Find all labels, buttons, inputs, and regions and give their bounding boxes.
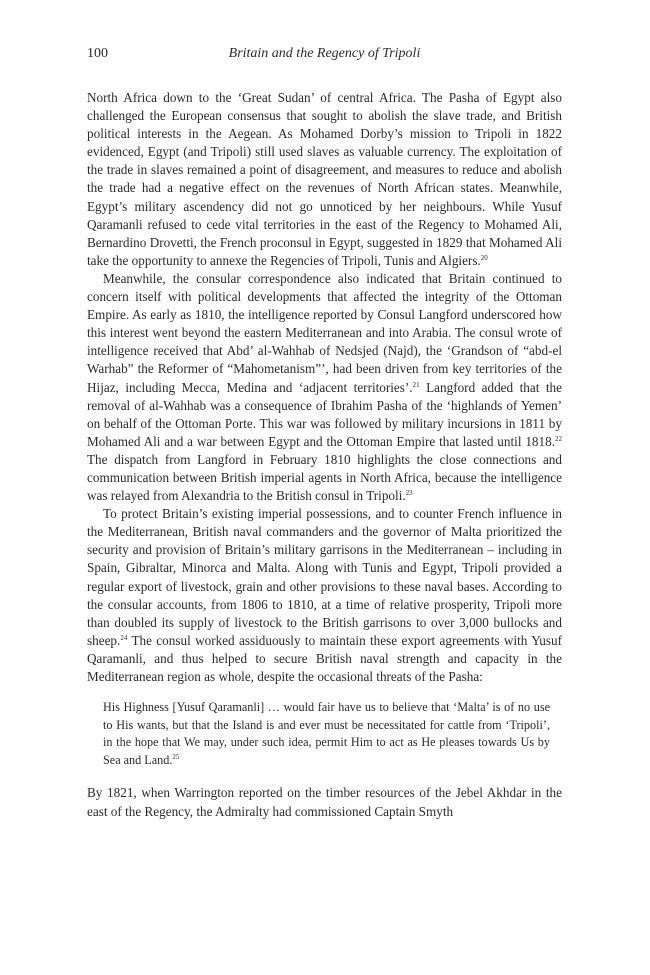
paragraph-2 [87, 270, 562, 505]
footnote-ref-23[interactable]: 23 [405, 489, 413, 498]
footnote-ref-20[interactable]: 20 [480, 253, 488, 262]
footnote-ref-21[interactable]: 21 [412, 380, 420, 389]
paragraph-text: Langford added that the removal of al-Wahhab was a consequence of Ibrahim Pasha of the ‘highlands of Yemen’ on behalf of the Ottoman Porte. This war was followed by military incursions in 1811 by Mohamed Ali and a war between Egypt and the Ottoman Empire that lasted until 1818. [87, 379, 562, 449]
paragraph-text: North Africa down to the ‘Great Sudan’ of central Africa. The Pasha of Egypt also challenged the European consensus that sought to abolish the slave trade, and British political interests in the Aegean. As Mohamed Dorby’s mission to Tripoli in 1822 evidenced, Egypt (and Tripoli) still used slaves as valuable currency. The exploitation of the trade in slaves remained a point of disagreement, and measures to reduce and abolish the trade had a negative effect on the revenues of North African states. Meanwhile, Egypt’s military ascendency did not go unnoticed by her neighbours. While Yusuf Qaramanli refused to cede vital territories in the east of the Regency to Mohamed Ali, Bernardino Drovetti, the French proconsul in Egypt, suggested in 1829 that Mohamed Ali take the opportunity to annexe the Regencies of Tripoli, Tunis and Algiers. [87, 90, 562, 268]
running-title: Britain and the Regency of Tripoli [228, 46, 421, 61]
paragraph-3 [87, 505, 562, 686]
page-body [87, 89, 562, 821]
footnote-ref-25[interactable]: 25 [172, 752, 180, 761]
paragraph-4 [87, 784, 562, 820]
page-number: 100 [87, 46, 108, 61]
paragraph-text: To protect Britain’s existing imperial possessions, and to counter French influence in the Mediterranean, British naval commanders and the governor of Malta prioritized the security and provision of Britain’s military garrisons in the Mediterranean – including in Spain, Gibraltar, Minorca and Malta. Along with Tunis and Egypt, Tripoli provided a regular export of livestock, grain and other provisions to these naval bases. According to the consular accounts, from 1806 to 1810, at a time of relative prosperity, Tripoli more than doubled its supply of livestock to the British garrisons to over 3,000 bullocks and sheep. [87, 506, 562, 648]
block-quote [103, 699, 550, 769]
page-header [87, 46, 562, 66]
footnote-ref-22[interactable]: 22 [555, 434, 562, 443]
paragraph-text: The dispatch from Langford in February 1810 highlights the close connections and communication between British imperial agents in North Africa, because the intelligence was relayed from Alexandria to the British consul in Tripoli. [87, 451, 562, 504]
paragraph-text: Meanwhile, the consular correspondence also indicated that Britain continued to concern itself with political developments that affected the integrity of the Ottoman Empire. As early as 1810, the intelligence reported by Consul Langford underscored how this interest went beyond the eastern Mediterranean and into Arabia. The consul wrote of intelligence received that Abd’ al-Wahhab of Nedsjed (Najd), the ‘Grandson of “abd-el Warhab” the Reformer of “Mahometanism”’, had been driven from key territories of the Hijaz, including Mecca, Medina and ‘adjacent territories’. [87, 270, 562, 395]
quote-text: His Highness [Yusuf Qaramanli] … would fair have us to believe that ‘Malta’ is of no use to His wants, but that the Island is and ever must be necessitated for cattle from ‘Tripoli’, in the hope that We may, under such idea, permit Him to act as He pleases towards Us by Sea and Land. [103, 700, 550, 767]
paragraph-text: The consul worked assiduously to maintain these export agreements with Yusuf Qaramanli, and thus helped to secure British naval strength and capacity in the Mediterranean region as whole, despite the occasional threats of the Pasha: [87, 632, 562, 684]
paragraph-text: By 1821, when Warrington reported on the timber resources of the Jebel Akhdar in the east of the Regency, the Admiralty had commissioned Captain Smyth [87, 785, 562, 819]
footnote-ref-24[interactable]: 24 [120, 633, 128, 642]
paragraph-1 [87, 89, 562, 270]
